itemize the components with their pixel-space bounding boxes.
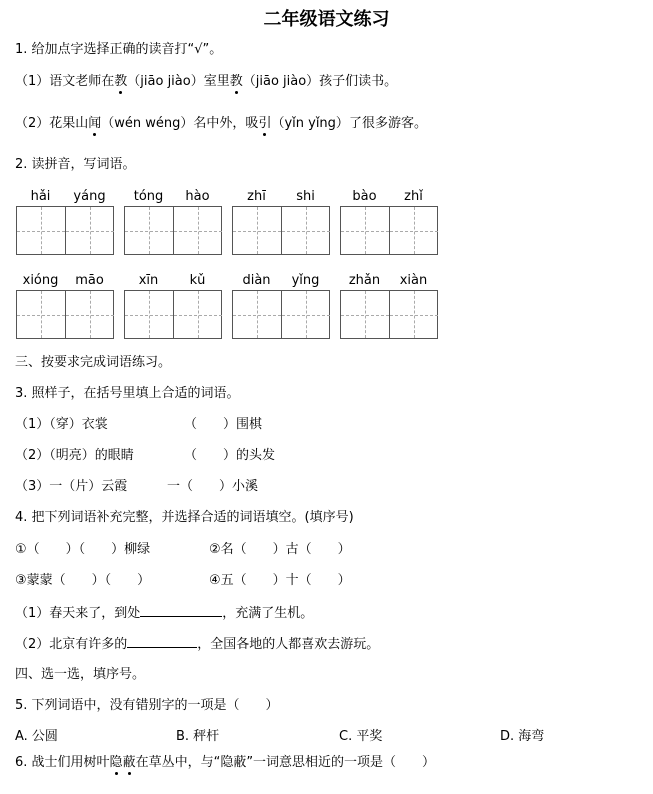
dotted-char: 隐 <box>109 755 123 770</box>
q1-item1-mid: 室里 <box>203 74 230 89</box>
writing-grid[interactable] <box>340 206 438 255</box>
q4-option-1: ①（ ）（ ）柳绿 <box>15 542 151 557</box>
writing-grid[interactable] <box>232 290 330 339</box>
pinyin: yǐng <box>291 273 320 288</box>
pinyin: xióng <box>22 273 59 288</box>
q4-fill-2-pre: （2）北京有许多的 <box>15 637 128 652</box>
answer-blank[interactable] <box>140 604 222 617</box>
q3-row1-right: （ ）围棋 <box>184 417 263 432</box>
q6-stem-post: 在草丛中，与“隐蔽”一词意思相近的一项是（ ） <box>135 755 436 770</box>
q4-option-4: ④五（ ）十（ ） <box>209 573 351 588</box>
q3-row3-left: （3）一（片）云霞 <box>15 479 128 494</box>
q1-item1-post: 孩子们读书。 <box>319 74 398 89</box>
q3-row2-left: （2）（明亮）的眼睛 <box>15 448 134 463</box>
section-heading: 三、按要求完成词语练习。 <box>15 355 172 370</box>
q4-fill-2-post: ，全国各地的人都喜欢去游玩。 <box>197 637 380 652</box>
q4-option-3: ③蒙蒙（ ）（ ） <box>15 573 151 588</box>
writing-grid[interactable] <box>16 290 114 339</box>
q4-fill-1-pre: （1）春天来了，到处 <box>15 606 141 621</box>
q6-stem <box>15 755 435 771</box>
writing-grid[interactable] <box>124 290 222 339</box>
dotted-char: 蔽 <box>122 755 136 770</box>
q1-item2 <box>15 116 427 132</box>
dotted-char: 引 <box>258 116 272 131</box>
pinyin: xiàn <box>399 273 428 288</box>
pinyin-options: （yǐn yǐng） <box>271 116 349 131</box>
q5-stem: 5. 下列词语中，没有错别字的一项是（ ） <box>15 698 279 713</box>
pinyin-options: （jiāo jiào） <box>242 74 320 89</box>
dotted-char: 教 <box>114 74 128 89</box>
writing-grid[interactable] <box>124 206 222 255</box>
q4-fill-1 <box>15 604 313 622</box>
pinyin: kǔ <box>189 273 206 288</box>
pinyin: māo <box>75 273 104 288</box>
q3-stem: 3. 照样子，在括号里填上合适的词语。 <box>15 386 240 401</box>
pinyin: bào <box>352 189 377 204</box>
pinyin: yáng <box>73 189 106 204</box>
q3-row1-left: （1）（穿）衣裳 <box>15 417 108 432</box>
pinyin: hǎi <box>30 189 51 204</box>
q4-fill-1-post: ，充满了生机。 <box>222 606 314 621</box>
q1-item1 <box>15 74 397 90</box>
answer-blank[interactable] <box>127 635 197 648</box>
q3-row3-right: 一（ ）小溪 <box>167 479 259 494</box>
pinyin: zhǐ <box>404 189 423 204</box>
q1-item1-pre: （1）语文老师在 <box>15 74 115 89</box>
q1-item2-mid: 名中外，吸 <box>193 116 259 131</box>
q5-option-c: C. 平奖 <box>339 729 383 744</box>
q1-stem: 1. 给加点字选择正确的读音打“√”。 <box>15 42 223 57</box>
q4-stem: 4. 把下列词语补充完整，并选择合适的词语填空。(填序号) <box>15 510 354 525</box>
q5-option-a: A. 公圆 <box>15 729 58 744</box>
q1-item2-pre: （2）花果山 <box>15 116 89 131</box>
section-heading: 四、选一选，填序号。 <box>15 667 146 682</box>
q2-stem: 2. 读拼音，写词语。 <box>15 157 136 172</box>
pinyin-options: （wén wéng） <box>101 116 194 131</box>
dotted-char: 闻 <box>88 116 102 131</box>
pinyin: hào <box>185 189 210 204</box>
pinyin: zhǎn <box>348 273 381 288</box>
pinyin: xīn <box>138 273 159 288</box>
pinyin: tóng <box>133 189 164 204</box>
dotted-char: 教 <box>229 74 243 89</box>
pinyin: diàn <box>242 273 271 288</box>
writing-grid[interactable] <box>16 206 114 255</box>
q5-option-b: B. 秤杆 <box>176 729 220 744</box>
q4-option-2: ②名（ ）古（ ） <box>209 542 351 557</box>
writing-grid[interactable] <box>340 290 438 339</box>
pinyin: zhī <box>247 189 266 204</box>
page-title: 二年级语文练习 <box>263 9 390 30</box>
q3-row2-right: （ ）的头发 <box>184 448 276 463</box>
writing-grid[interactable] <box>232 206 330 255</box>
q1-item2-post: 了很多游客。 <box>348 116 427 131</box>
q5-option-d: D. 海弯 <box>500 729 545 744</box>
q4-fill-2 <box>15 635 379 653</box>
pinyin-options: （jiāo jiào） <box>127 74 204 89</box>
q6-stem-pre: 6. 战士们用树叶 <box>15 755 110 770</box>
pinyin: shi <box>296 189 315 204</box>
